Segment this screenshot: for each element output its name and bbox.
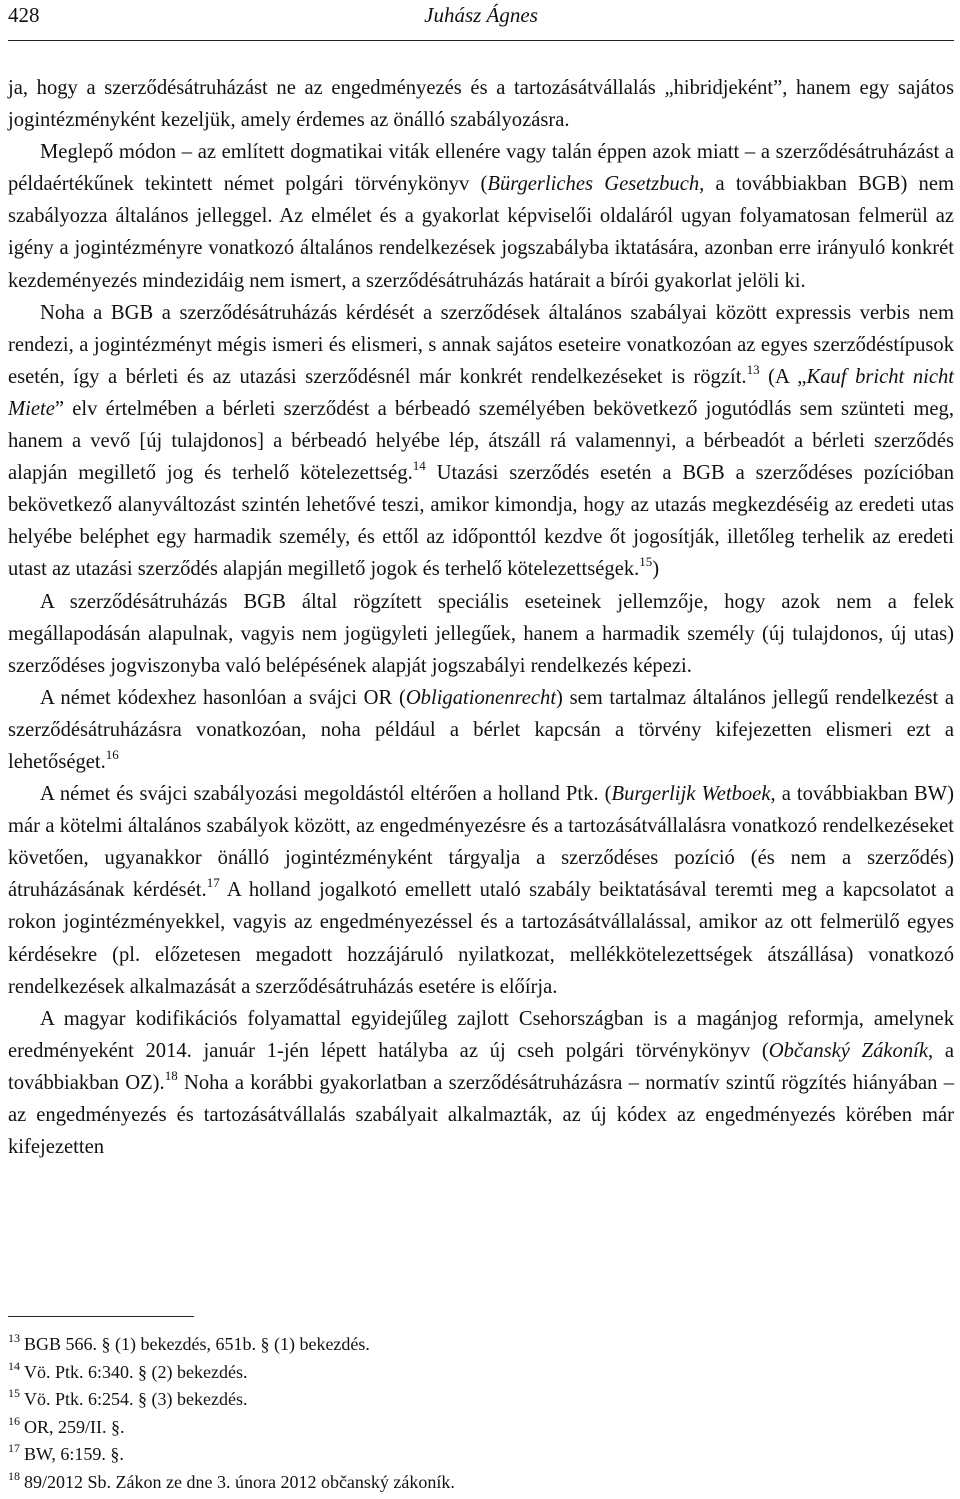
footnote-ref: 16: [105, 746, 119, 762]
text-run: A magyar kodifikációs folyamattal egyidejűleg zajlott Csehországban is a magánjog reformja, amelynek eredményeként 2014. január 1-jén lépett hatályba az új cseh polgári törvénykönyv (: [8, 1007, 954, 1062]
text-run: A német és svájci szabályozási megoldástól eltérően a holland Ptk. (: [40, 783, 612, 806]
text-run: , a továbbiakban BW) már a kötelmi általános szabályok között, az engedményezésre és a tartozásátvállalásra vonatkozó rendelkezéseket követően, ugyanakkor önálló jogintézményként tárgyalja a szerződéses pozíció (és nem a szerződés) átruházásának kérdését.: [8, 783, 954, 902]
footnote-ref: 14: [412, 458, 426, 474]
text-run: A holland jogalkotó emellett utaló szabály beiktatásával teremti meg a kapcsolatot a rokon jogintézményekkel, vagyis az engedményezéssel és a tartozásátvállalással, amikor az ott felmerülő egyes kérdésekre (pl. előzetesen megadott hozzájáruló nyilatkozat, mellékkötelezettségek átszállása) vonatkozó rendelkezések alkalmazását a szerződésátruházás esetére is előírja.: [8, 879, 954, 998]
italic-term: Kauf bricht nicht Miete: [8, 365, 955, 420]
footnote-number: 18: [8, 1468, 20, 1483]
italic-term: Občanský Zákoník: [768, 1039, 928, 1062]
paragraph: [8, 586, 954, 682]
paragraph: [8, 682, 954, 778]
footnote: [8, 1469, 954, 1497]
body-text: [8, 72, 954, 1163]
paragraph: [8, 136, 954, 296]
footnote-ref: 15: [639, 554, 653, 570]
footnote-text: BGB 566. § (1) bekezdés, 651b. § (1) bekezdés.: [24, 1334, 370, 1354]
footnote-divider: [8, 1316, 194, 1317]
text-run: (A „: [759, 365, 807, 388]
footnotes: [8, 1331, 954, 1497]
text-run: Noha a BGB a szerződésátruházás kérdését a szerződések általános szabályai között expressis verbis nem rendezi, a jogintézményt mégis ismeri és elismeri, s annak sajátos eseteire vonatkozóan az egyes szerződéstípusok esetén, így a bérleti és az utazási szerződésnél már konkrét rendelkezéseket is rögzít.: [8, 301, 954, 388]
text-run: ” elv értelmében a bérleti szerződést a bérbeadó személyében bekövetkező jogutódlás sem szünteti meg, hanem a vevő [új tulajdonos] a bérbeadó helyébe lép, átszáll rá valamennyi, a bérbeadót a bérleti szerződés alapján megillető jog és terhelő kötelezettség.: [8, 397, 954, 485]
italic-term: Burgerlijk Wetboek: [611, 783, 771, 806]
paragraph: [8, 1003, 954, 1163]
footnote: [8, 1386, 954, 1414]
italic-term: Obligationenrecht: [405, 686, 557, 709]
footnote-text: Vö. Ptk. 6:254. § (3) bekezdés.: [24, 1389, 248, 1410]
text-run: Noha a korábbi gyakorlatban a szerződésátruházásra – normatív szintű rögzítés hiányában – az engedményezés és tartozásátvállalás szabályait alkalmazták, az új kódex az engedményezés körében már kifejezetten: [8, 1071, 954, 1159]
footnote-text: BW, 6:159. §.: [24, 1444, 124, 1465]
footnote-text: OR, 259/II. §.: [24, 1416, 125, 1437]
page-number: 428: [8, 3, 40, 27]
running-title: Juhász Ágnes: [424, 3, 538, 27]
footnote-number: 16: [8, 1413, 20, 1428]
footnote-number: 15: [8, 1386, 20, 1401]
footnote-ref: 18: [164, 1067, 178, 1083]
footnote-ref: 17: [206, 875, 220, 891]
text-run: , a továbbiakban BGB) nem szabályozza általános jelleggel. Az elmélet és a gyakorlat képviselői oldaláról ugyan folyamatosan felmerül az igény a jogintézményre vonatkozó általános rendelkezések jogszabályba iktatására, azonban erre irányuló konkrét kezdeményezés mindezidáig nem ismert, a szerződésátruházás határait a bírói gyakorlat jelöli ki.: [8, 173, 954, 292]
paragraph: [8, 778, 954, 1003]
page-header: [8, 0, 954, 41]
footnote: [8, 1441, 954, 1469]
footnote-number: 14: [8, 1358, 20, 1373]
text-run: ) sem tartalmaz általános jellegű rendelkezést a szerződésátruházásra vonatkozóan, noha például a bérlet kapcsán a törvény kifejezetten elismeri ezt a lehetőséget.: [8, 686, 954, 773]
paragraph: [8, 72, 954, 136]
footnote-text: 89/2012 Sb. Zákon ze dne 3. února 2012 občanský zákoník.: [24, 1471, 455, 1492]
italic-term: Bürgerliches Gesetzbuch: [487, 173, 700, 196]
footnote-number: 13: [8, 1331, 20, 1345]
text-run: A szerződésátruházás BGB által rögzített speciális eseteinek jellemzője, hogy azok nem a felek megállapodásán alapulnak, vagyis nem jogügyleti jellegűek, hanem a harmadik személy (új tulajdonos, új utas) szerződéses jogviszonyba való belépésének alapját jogszabályi rendelkezés képezi.: [8, 590, 954, 677]
footnote-ref: 13: [746, 361, 760, 377]
text-run: Utazási szerződés esetén a BGB a szerződéses pozícióban bekövetkező alanyváltozást szintén lehetővé teszi, amikor kimondja, hogy az utazás megkezdéséig az eredeti utas helyébe beléphet egy harmadik személy, és ettől az időponttól kezdve őt jogosítják, illetőleg terhelik az eredeti utast az utazási szerződés alapján megillető jogok és terhelő kötelezettségek.: [8, 462, 954, 581]
footnote: [8, 1359, 954, 1387]
footnote: [8, 1331, 954, 1359]
footnote-text: Vö. Ptk. 6:340. § (2) bekezdés.: [24, 1361, 248, 1382]
text-run: ja, hogy a szerződésátruházást ne az engedményezés és a tartozásátvállalás „hibridjeként”, hanem egy sajátos jogintézményként kezeljük, amely érdemes az önálló szabályozásra.: [8, 77, 954, 132]
text-run: Meglepő módon – az említett dogmatikai viták ellenére vagy talán éppen azok miatt – a szerződésátruházást a példaértékűnek tekintett német polgári törvénykönyv (: [8, 141, 954, 196]
text-run: ): [652, 558, 660, 581]
footnote: [8, 1414, 954, 1442]
footnote-number: 17: [8, 1441, 20, 1456]
text-run: , a továbbiakban OZ).: [8, 1039, 955, 1094]
text-run: A német kódexhez hasonlóan a svájci OR (: [40, 686, 406, 709]
paragraph: [8, 297, 954, 586]
